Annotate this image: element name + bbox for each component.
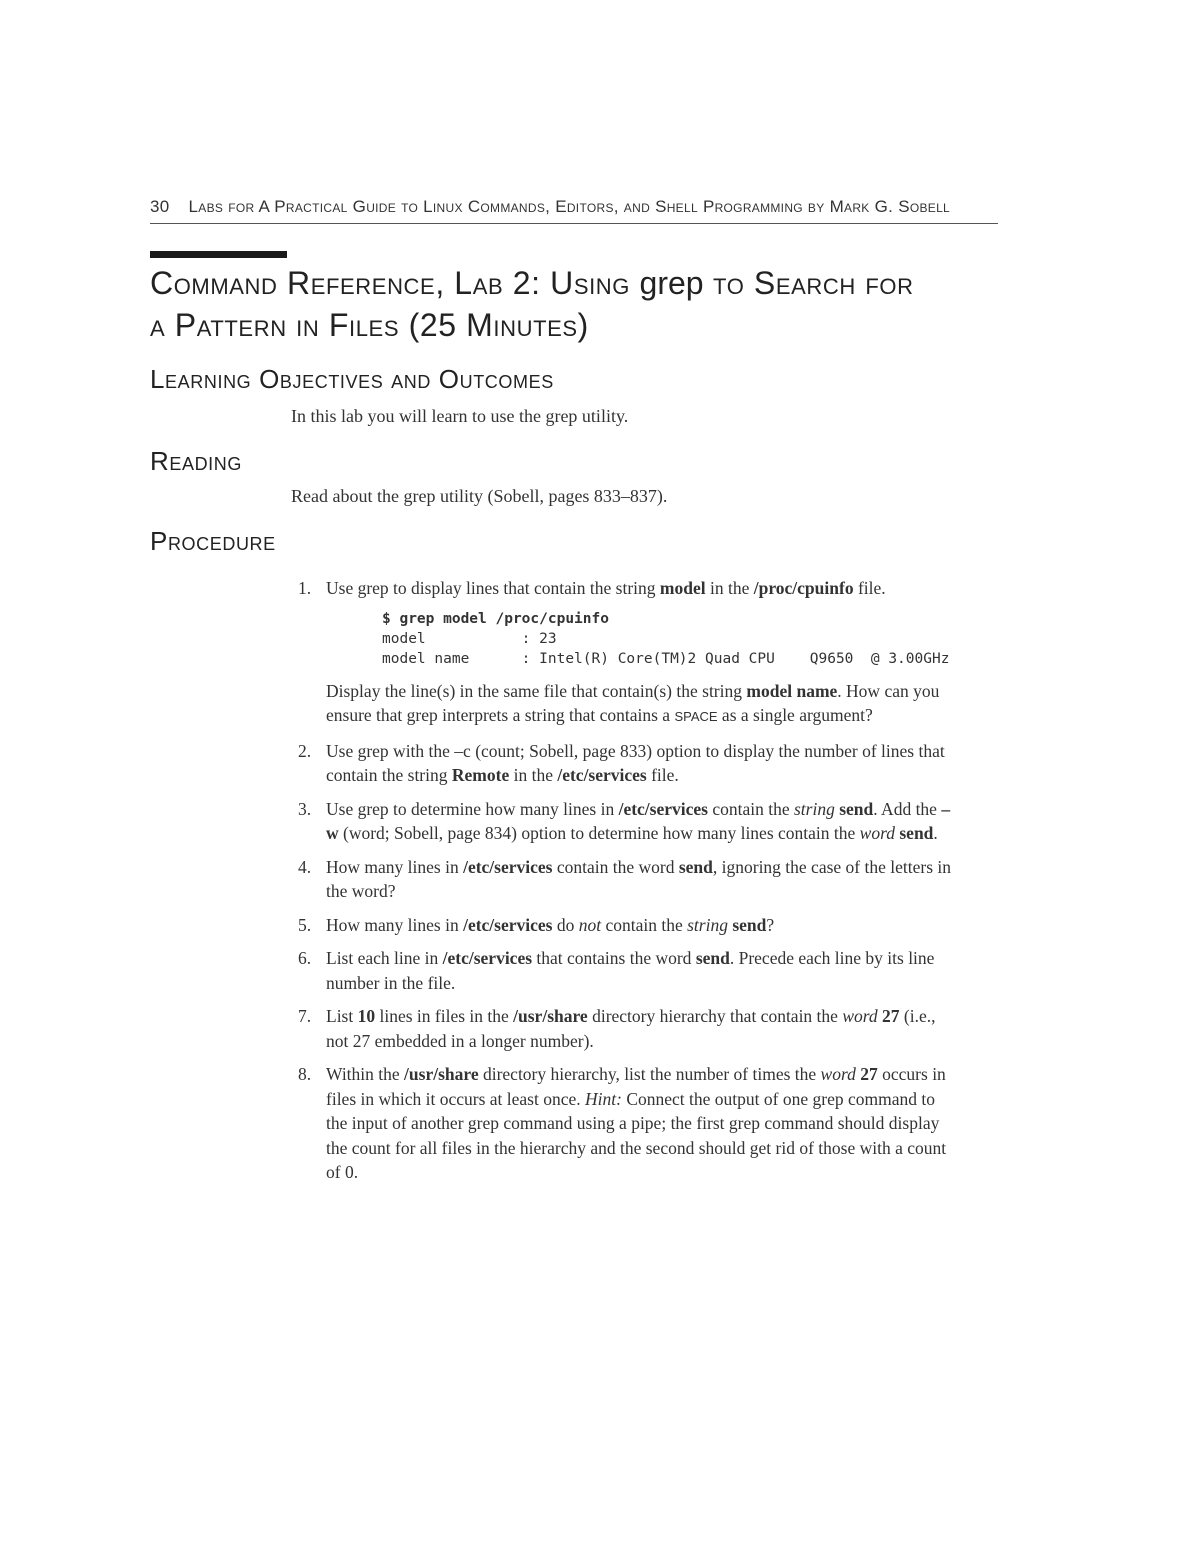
- step-text: that contains the word: [532, 948, 696, 968]
- step-bold: send: [732, 914, 767, 935]
- step-text: . Add the: [873, 798, 942, 819]
- step-2: [298, 739, 958, 788]
- step-number: 5.: [298, 914, 312, 935]
- step-bold: send: [678, 856, 713, 877]
- step-text: How many lines in: [326, 914, 464, 935]
- procedure-steps: [298, 576, 958, 1194]
- title-part: a Pattern in Files: [150, 307, 409, 343]
- step-1: [298, 576, 958, 730]
- step-text: contain the: [601, 914, 688, 935]
- step-italic: word: [842, 1006, 878, 1026]
- step-7: [298, 1004, 958, 1053]
- step-text: do: [552, 914, 579, 935]
- step-text: contain the word: [552, 856, 679, 877]
- key-name: SPACE: [674, 709, 718, 724]
- step-text: in the: [509, 765, 558, 785]
- step-text: Connect the output of one grep command to the input of another grep command using a pipe; the first grep command should display the count for all files in the hierarchy and the second should get rid of those with a count of 0.: [326, 1088, 947, 1182]
- step-number: 6.: [298, 948, 312, 968]
- step-text: lines in files in the: [375, 1006, 514, 1026]
- step-text: file.: [853, 578, 886, 598]
- step-number: 4.: [298, 856, 312, 877]
- code-block: [382, 609, 958, 669]
- step-option: –w: [326, 798, 951, 843]
- title-part: to Search for: [703, 265, 914, 301]
- step-text: directory hierarchy that contain the: [587, 1006, 843, 1026]
- step-bold: 27: [860, 1064, 878, 1084]
- step-bold: 10: [357, 1006, 376, 1026]
- step-4: [298, 855, 958, 904]
- step-italic: word: [859, 823, 895, 843]
- step-italic: word: [820, 1064, 856, 1084]
- objectives-text: In this lab you will learn to use the grep utility.: [291, 406, 629, 426]
- step-bold: model: [659, 578, 706, 598]
- step-text: in the: [705, 578, 754, 598]
- step-italic: string: [793, 798, 835, 819]
- step-text: Use grep to determine how many lines in: [326, 798, 619, 819]
- step-path: /proc/cpuinfo: [753, 578, 854, 598]
- step-number: 8.: [298, 1064, 312, 1084]
- section-heading-objectives: Learning Objectives and Outcomes: [150, 364, 554, 394]
- step-bold: 27: [882, 1006, 900, 1026]
- step-text: as a single argument?: [717, 705, 873, 725]
- step-italic: not: [578, 914, 602, 935]
- step-5: [298, 913, 958, 938]
- step-bold: send: [899, 823, 934, 843]
- step-path: /usr/share: [513, 1006, 588, 1026]
- page-number: 30: [150, 197, 170, 216]
- step-text: . How can you ensure that grep interprets a string that contains a: [326, 680, 940, 725]
- step-text: file.: [646, 765, 679, 785]
- running-title: Labs for A Practical Guide to Linux Commands, Editors, and Shell Programming by Mark G. Sobell: [188, 197, 951, 216]
- step-text: .: [933, 823, 938, 843]
- step-text: (word; Sobell, page 834) option to determine how many lines contain the: [338, 823, 860, 843]
- step-text: Display the line(s) in the same file that contain(s) the string: [326, 680, 747, 701]
- title-duration: (25 Minutes): [408, 307, 589, 343]
- step-bold: Remote: [451, 765, 510, 785]
- step-bold: send: [695, 948, 730, 968]
- step-text: occurs in files in which it occurs at least once.: [326, 1064, 946, 1109]
- code-output-line: model name : Intel(R) Core(TM)2 Quad CPU Q9650 @ 3.00GHz: [382, 650, 950, 667]
- section-heading-procedure: Procedure: [150, 526, 276, 556]
- step-8: [298, 1062, 958, 1185]
- step-path: /etc/services: [463, 914, 553, 935]
- step-text: Use grep with the –c (count; Sobell, page 833) option to display the number of lines that contain the string: [326, 740, 945, 785]
- step-text: Use grep to display lines that contain the string: [326, 578, 660, 598]
- step-text: List: [326, 1006, 358, 1026]
- step-text: ?: [766, 914, 775, 935]
- step-text: . Precede each line by its line number in the file.: [326, 948, 935, 993]
- step-text: Within the: [326, 1064, 405, 1084]
- step-continuation: [326, 679, 958, 730]
- step-path: /etc/services: [557, 765, 647, 785]
- step-number: 3.: [298, 798, 312, 819]
- step-path: /etc/services: [463, 856, 553, 877]
- section-heading-reading: Reading: [150, 446, 242, 476]
- title-part: Command Reference, Lab 2: Using: [150, 265, 640, 301]
- title-rule: [150, 251, 287, 258]
- step-number: 7.: [298, 1006, 312, 1026]
- step-italic: Hint:: [585, 1088, 622, 1109]
- step-path: /etc/services: [618, 798, 708, 819]
- step-number: 2.: [298, 740, 312, 761]
- step-text: How many lines in: [326, 856, 464, 877]
- step-bold: send: [839, 798, 874, 819]
- step-3: [298, 797, 958, 846]
- step-text: , ignoring the case of the letters in the word?: [326, 856, 951, 901]
- reading-text: Read about the grep utility (Sobell, pages 833–837).: [291, 486, 668, 506]
- step-bold: model name: [746, 680, 838, 701]
- page-title: [150, 262, 1030, 346]
- title-command: grep: [639, 265, 704, 301]
- step-path: /usr/share: [404, 1064, 479, 1084]
- step-number: 1.: [298, 578, 312, 598]
- step-text: List each line in: [326, 948, 443, 968]
- step-path: /etc/services: [442, 948, 533, 968]
- step-text: contain the: [707, 798, 794, 819]
- code-output-line: model : 23: [382, 630, 557, 647]
- step-6: [298, 946, 958, 995]
- step-text: directory hierarchy, list the number of times the: [478, 1064, 821, 1084]
- code-prompt: $ grep model /proc/cpuinfo: [382, 610, 609, 627]
- step-italic: string: [687, 914, 728, 935]
- running-header: [150, 197, 998, 224]
- step-text: (i.e., not 27 embedded in a longer number).: [326, 1006, 936, 1051]
